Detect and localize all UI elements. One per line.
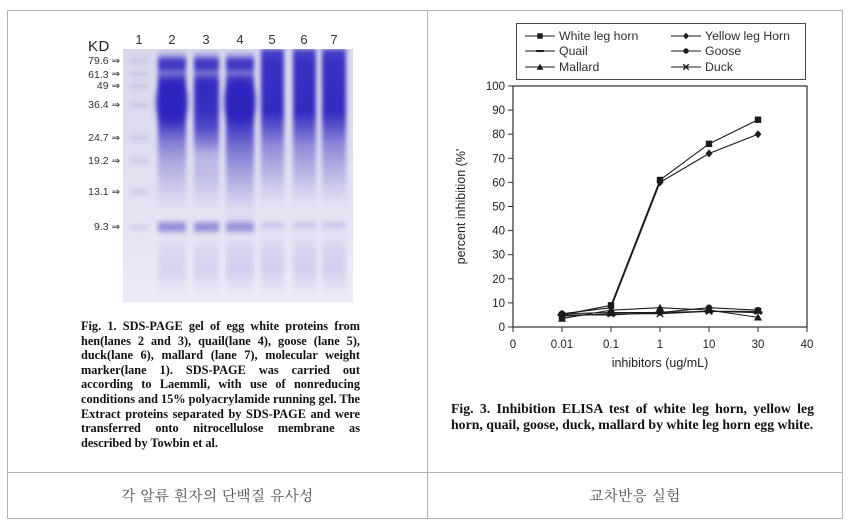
diamond-marker [706,149,713,157]
legend-label: Mallard [559,60,600,75]
y-tick-label: 0 [498,322,505,334]
gel-lane [322,49,346,302]
legend-item-quail [523,44,669,59]
gel-weight-marker [97,80,120,92]
x-tick-label: 40 [800,339,814,351]
y-tick-label: 50 [492,201,505,214]
legend-item-mallard [523,60,669,75]
gel-lane-number: 1 [135,32,143,47]
gel-weight-marker [88,55,120,67]
gel-lane-number: 2 [168,32,176,47]
arrow-icon: ⇒ [111,132,120,144]
chart-legend [516,23,806,80]
gel-lane-number: 3 [202,32,210,47]
x-tick-label: 10 [702,339,716,351]
y-tick-label: 10 [492,297,505,310]
square-marker [755,117,761,123]
arrow-icon: ⇒ [111,55,120,67]
gel-lane-number: 6 [300,32,308,47]
gel-lane-number: 5 [268,32,276,47]
x-tick-label: 30 [751,339,765,351]
gel-lane [130,49,148,302]
left-footer-cell [8,472,428,518]
diamond-marker [755,130,762,138]
right-footer-text: 교차반응 실험 [589,489,681,505]
gel-weight-marker [88,186,120,198]
y-tick-label: 90 [492,105,505,118]
circle-marker [755,307,761,313]
arrow-icon: ⇒ [111,186,120,198]
legend-item-goose [669,44,799,59]
figure-table [7,10,843,519]
legend-label: Goose [705,44,742,59]
x-axis-label: inhibitors (ug/mL) [611,356,709,370]
gel-weight-value: 36.4 [88,99,109,111]
legend-item-white-leg-horn [523,28,669,43]
legend-label: Duck [705,60,734,75]
circle-legend-icon [669,45,703,57]
y-tick-label: 70 [492,153,505,166]
gel-lane-number: 7 [330,32,338,47]
gel-weight-value: 19.2 [88,155,109,167]
gel-weight-value: 49 [96,80,109,92]
legend-label: Quail [559,44,588,59]
arrow-icon: ⇒ [111,80,120,92]
dash-legend-icon [523,45,557,57]
x-tick-label: 1 [656,339,664,351]
gel-weight-value: 9.3 [94,221,109,233]
series-line-white-leg-horn [562,120,758,315]
gel-lane [261,49,284,302]
right-footer-cell [428,472,842,518]
y-tick-label: 20 [492,273,505,286]
gel-weight-marker [94,221,120,233]
gel-protein-blob [153,77,191,127]
gel-lane [293,49,316,302]
legend-item-yellow-leg-horn [669,28,799,43]
y-axis-label: percent inhibition (%' [454,148,468,265]
left-figure-cell [8,11,428,472]
elisa-chart [428,11,842,472]
y-tick-label: 30 [492,249,505,262]
x-tick-label: 0.1 [603,339,619,351]
dash-marker [536,50,544,52]
gel-protein-blob [221,77,259,127]
square-legend-icon [523,30,557,42]
gel-weight-value: 13.1 [88,186,109,198]
y-tick-label: 40 [492,225,505,238]
x-tick-label: 0 [509,339,517,351]
arrow-icon: ⇒ [111,155,120,167]
gel-weight-marker [88,155,120,167]
left-footer-text: 각 알류 흰자의 단백질 유사성 [121,489,314,505]
legend-label: Yellow leg Horn [705,28,790,43]
gel-unit-label: KD [88,38,110,55]
diamond-marker [683,32,689,39]
arrow-icon: ⇒ [111,69,120,80]
legend-label: White leg horn [559,28,639,43]
right-figure-cell [428,11,842,472]
fig1-caption: Fig. 1. SDS-PAGE gel of egg white proteins from hen(lanes 2 and 3), quail(lane 4), goose (lane 5), duck(lane 6), mallard (lane 7), molecular weight marker(lane 1). SDS-PAGE was carried out according to Laemmli, with use of nonreducing conditions and 15% polyacrylamide running gel. The Extract proteins separated by SDS-PAGE and were transferred onto nitrocellulose membrane as described by Towbin et al. [81,319,360,450]
gel-weight-value: 24.7 [88,132,109,144]
y-tick-label: 80 [492,129,505,142]
gel-weight-marker [88,132,120,144]
arrow-icon: ⇒ [111,99,120,111]
fig3-caption: Fig. 3. Inhibition ELISA test of white leg horn, yellow leg horn, quail, goose, duck, mallard by white leg horn egg white. [451,401,814,433]
legend-item-duck [669,60,799,75]
gel-image [123,49,353,302]
square-marker [706,141,712,147]
plot-border [513,86,807,327]
gel-weight-marker [88,69,120,81]
y-tick-label: 100 [485,81,505,93]
diamond-legend-icon [669,30,703,42]
circle-marker [683,49,688,54]
gel-lane [194,49,219,302]
arrow-icon: ⇒ [111,221,120,233]
y-tick-label: 60 [492,177,505,190]
gel-weight-value: 61.3 [88,68,109,81]
gel-lane-number: 4 [236,32,244,47]
series-line-yellow-leg-horn [562,134,758,314]
x-legend-icon [669,61,703,73]
gel-weight-marker [88,99,120,111]
square-marker [537,33,542,38]
x-tick-label: 0.01 [550,339,574,351]
triangle-legend-icon [523,61,557,73]
gel-weight-value: 79.6 [88,55,109,67]
